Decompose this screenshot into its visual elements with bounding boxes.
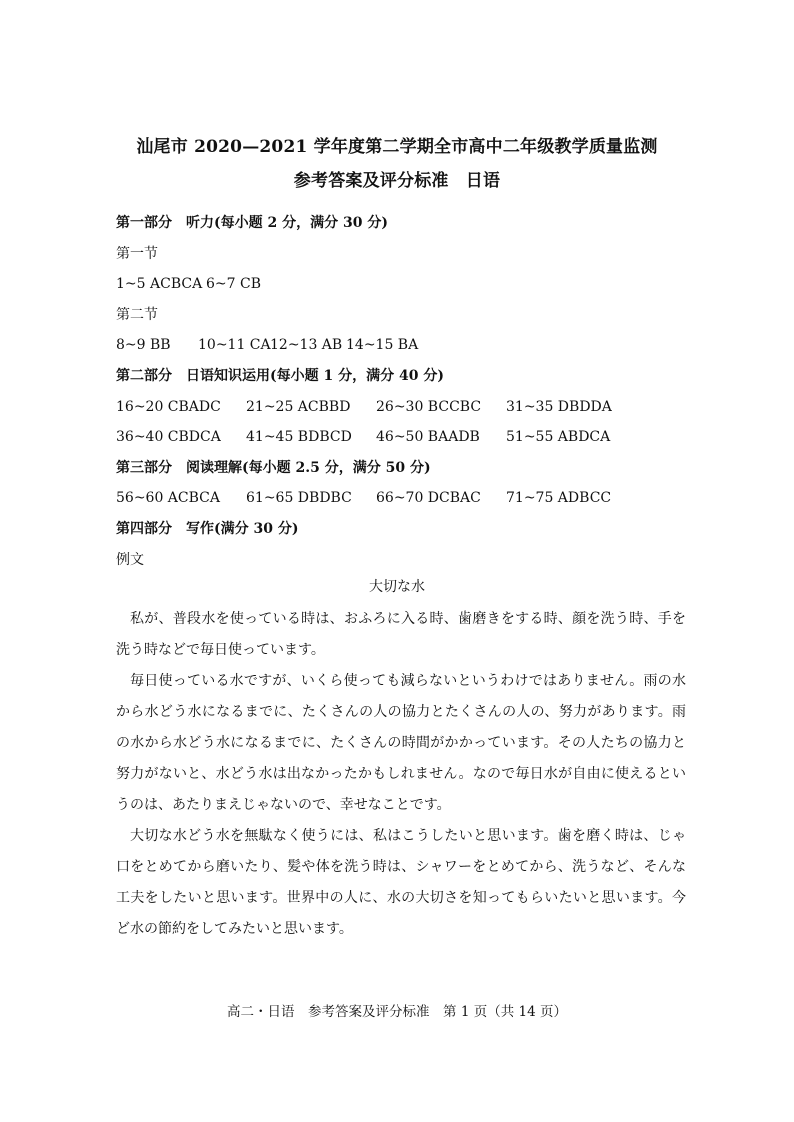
answer-group: 6~7 CB — [206, 276, 261, 293]
essay-paragraph: 毎日使っている水ですが、いくら使っても減らないというわけではありません。雨の水から水どう水になるまでに、たくさんの人の協力とたくさんの人の、努力があります。雨の水から水どう水になるまでに、たくさんの時間がかかっています。その人たちの協力と努力がないと、水どう水は出なかったかもしれません。なので毎日水が自由に使えるというのは、あたりまえじゃないので、幸せなことです。 — [116, 673, 686, 813]
answer-group: 36~40 CBDCA — [116, 429, 221, 446]
part2-answers-row2 — [116, 422, 686, 453]
part1-heading: 第一部分 听力(每小题 2 分，满分 30 分) — [116, 215, 388, 231]
answer-group: 26~30 BCCBC — [376, 398, 482, 415]
part1-section2-label: 第二节 — [116, 306, 158, 323]
part1-section1-label: 第一节 — [116, 245, 158, 262]
part1-section1-answers — [116, 269, 686, 300]
answer-group: 21~25 ACBBD — [246, 398, 351, 415]
essay-title: 大切な水 — [369, 579, 425, 595]
part3-answers-row1 — [116, 483, 686, 514]
part4-heading: 第四部分 写作(满分 30 分) — [116, 520, 299, 537]
part2-heading: 第二部分 日语知识运用(每小题 1 分，满分 40 分) — [116, 367, 444, 384]
answer-group: 1~5 ACBCA — [116, 276, 203, 293]
document-title: 汕尾市 2020—2021 学年度第二学期全市高中二年级教学质量监测 — [136, 137, 658, 157]
answer-group: 41~45 BDBCD — [246, 429, 352, 446]
answer-group: 14~15 BA — [346, 337, 419, 354]
answer-group: 12~13 AB — [270, 337, 343, 354]
part1-section2-answers — [116, 330, 686, 361]
page-footer: 高二・日语 参考答案及评分标准 第 1 页（共 14 页） — [227, 1004, 567, 1020]
answer-group: 31~35 DBDDA — [506, 398, 612, 415]
essay-paragraph: 大切な水どう水を無駄なく使うには、私はこうしたいと思います。歯を磨く時は、じゃ口をとめてから磨いたり、髪や体を洗う時は、シャワーをとめてから、洗うなど、そんな工夫をしたいと思います。世界中の人に、水の大切さを知ってもらいたいと思います。今ど水の節約をしてみたいと思います。 — [116, 828, 686, 937]
answer-group: 10~11 CA — [198, 337, 271, 354]
essay-paragraph: 私が、普段水を使っている時は、おふろに入る時、歯磨きをする時、顔を洗う時、手を洗う時などで毎日使っています。 — [116, 611, 686, 658]
document-subtitle: 参考答案及评分标准 日语 — [293, 171, 501, 191]
answer-group: 8~9 BB — [116, 337, 171, 354]
answer-key — [116, 208, 686, 575]
example-label: 例文 — [116, 551, 144, 568]
answer-group: 46~50 BAADB — [376, 429, 480, 446]
answer-group: 16~20 CBADC — [116, 398, 221, 415]
essay-body — [116, 604, 686, 945]
part2-answers-row1 — [116, 392, 686, 423]
answer-group: 51~55 ABDCA — [506, 429, 611, 446]
part3-heading: 第三部分 阅读理解(每小题 2.5 分，满分 50 分) — [116, 459, 431, 476]
answer-group: 71~75 ADBCC — [506, 490, 612, 507]
answer-group: 56~60 ACBCA — [116, 490, 221, 507]
answer-group: 61~65 DBDBC — [246, 490, 352, 507]
answer-group: 66~70 DCBAC — [376, 490, 481, 507]
